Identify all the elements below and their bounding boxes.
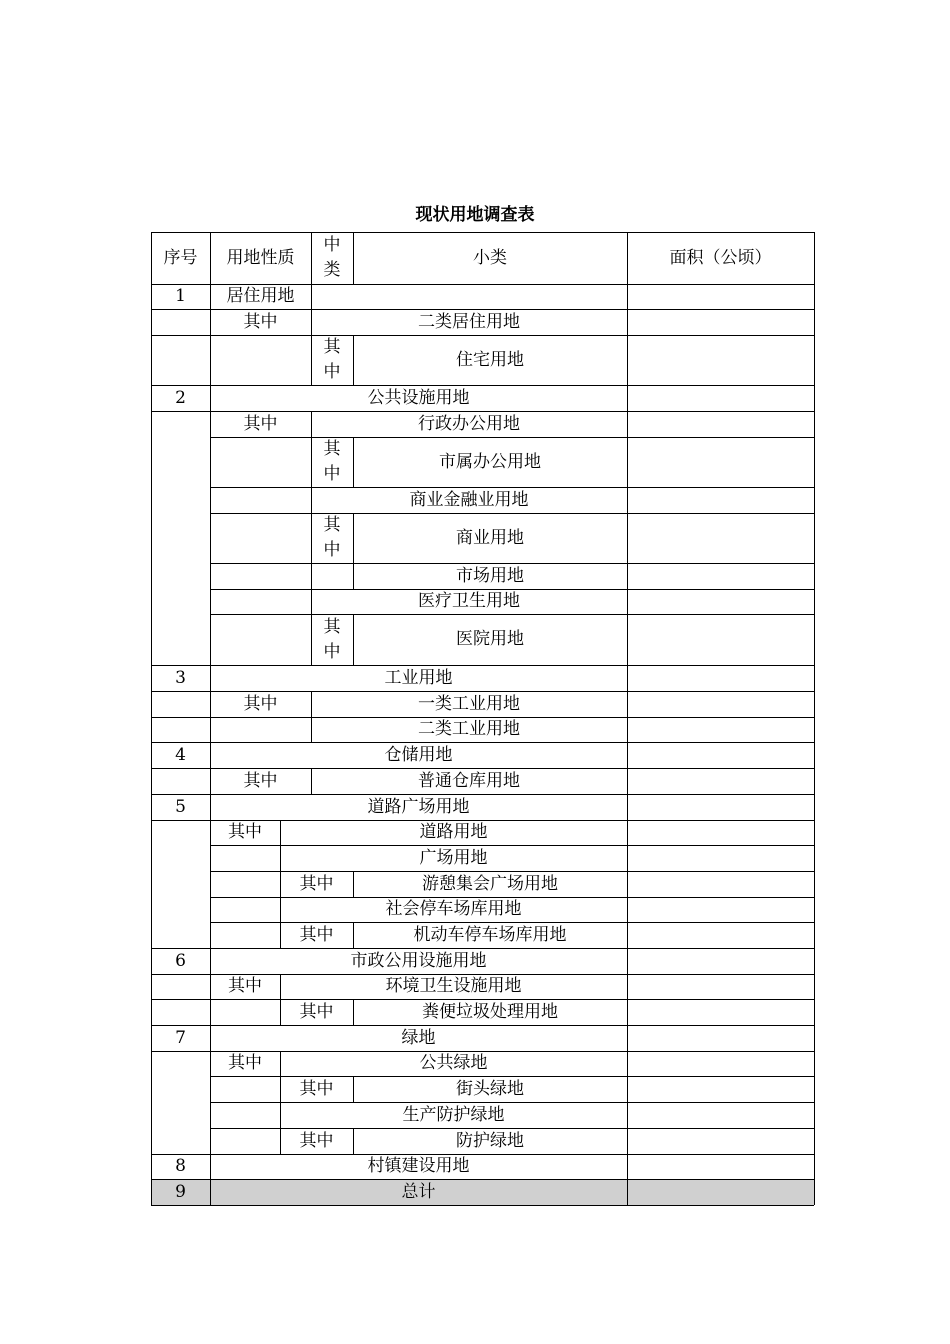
header-small-class: 小类 [473, 247, 507, 268]
table-rule [151, 1051, 814, 1052]
qizhong-label: 其中 [228, 822, 262, 842]
table-rule [151, 665, 814, 666]
table-rule [151, 411, 814, 412]
qizhong-label: 其 中 [323, 337, 341, 382]
total-label: 总计 [401, 1181, 436, 1202]
table-rule [210, 563, 814, 564]
table-rule [353, 232, 354, 284]
table-rule [151, 1179, 814, 1180]
table-rule [353, 335, 354, 385]
category-name: 市政公用设施用地 [350, 950, 487, 971]
table-rule [151, 768, 814, 769]
qizhong-label: 其中 [243, 413, 278, 434]
table-rule [353, 614, 354, 665]
category-name: 公共设施用地 [367, 387, 470, 408]
item-name: 市场用地 [456, 565, 524, 586]
table-rule [353, 513, 354, 589]
table-rule [280, 974, 281, 1025]
seq-cell: 2 [175, 387, 186, 408]
table-rule [151, 385, 814, 386]
table-rule [210, 232, 211, 1205]
table-rule [210, 717, 814, 718]
seq-cell: 4 [175, 744, 186, 765]
qizhong-label: 其中 [228, 976, 262, 996]
table-rule [353, 437, 354, 487]
header-land-nature: 用地性质 [226, 247, 295, 268]
table-rule [627, 232, 628, 1205]
table-rule [151, 232, 814, 233]
qizhong-label: 其 中 [323, 616, 341, 662]
table-rule [353, 922, 354, 948]
sub-category: 普通仓库用地 [418, 770, 520, 791]
item-name: 街头绿地 [456, 1078, 524, 1099]
table-rule [210, 871, 814, 872]
table-rule [210, 487, 814, 488]
table-rule [151, 742, 814, 743]
item-name: 粪便垃圾处理用地 [422, 1001, 558, 1022]
page-title: 现状用地调查表 [415, 205, 535, 225]
table-rule [210, 1128, 814, 1129]
sub-category: 医疗卫生用地 [418, 591, 520, 611]
table-rule [151, 717, 210, 718]
sub-category: 广场用地 [419, 847, 488, 868]
sub-category: 社会停车场库用地 [385, 899, 522, 919]
table-rule [210, 335, 814, 336]
table-rule [210, 1102, 814, 1103]
table-rule [311, 411, 312, 665]
table-rule [210, 589, 814, 590]
seq-cell: 8 [175, 1156, 186, 1176]
seq-cell: 5 [175, 796, 186, 817]
table-rule [151, 974, 814, 975]
sub-category: 一类工业用地 [418, 693, 520, 714]
item-name: 市属办公用地 [439, 451, 541, 472]
sub-category: 二类工业用地 [418, 719, 520, 739]
table-rule [151, 820, 814, 821]
qizhong-label: 其中 [228, 1053, 262, 1073]
table-rule [210, 922, 814, 923]
table-rule [151, 691, 814, 692]
qizhong-label: 其中 [299, 1130, 334, 1151]
item-name: 医院用地 [456, 629, 524, 649]
header-area: 面积（公顷） [669, 247, 772, 268]
seq-cell: 3 [175, 667, 186, 688]
header-seq: 序号 [163, 247, 198, 268]
seq-cell: 6 [175, 950, 186, 971]
table-rule [151, 309, 814, 310]
qizhong-label: 其中 [243, 693, 278, 714]
table-rule [210, 437, 814, 438]
table-rule [353, 1076, 354, 1102]
table-rule [311, 284, 312, 385]
table-rule [151, 1025, 814, 1026]
category-name: 仓储用地 [384, 744, 453, 765]
seq-cell: 7 [175, 1027, 186, 1048]
table-rule [311, 691, 312, 742]
table-rule [151, 999, 210, 1000]
item-name: 机动车停车场库用地 [413, 924, 567, 945]
table-rule [353, 999, 354, 1025]
qizhong-label: 其 中 [323, 515, 341, 560]
land-use-survey-table [151, 232, 814, 1205]
table-rule [210, 513, 814, 514]
category-name: 居住用地 [226, 286, 295, 306]
item-name: 商业用地 [456, 527, 524, 548]
table-rule [814, 232, 815, 1205]
table-rule [151, 794, 814, 795]
sub-category: 公共绿地 [419, 1053, 488, 1073]
sub-category: 道路用地 [419, 822, 488, 842]
qizhong-label: 其中 [299, 924, 334, 945]
table-rule [210, 614, 814, 615]
category-name: 绿地 [401, 1027, 436, 1048]
table-rule [151, 335, 210, 336]
table-rule [210, 897, 814, 898]
item-name: 住宅用地 [456, 349, 524, 370]
table-rule [151, 284, 814, 285]
table-rule [210, 1076, 814, 1077]
table-rule [280, 820, 281, 948]
table-rule [151, 1154, 814, 1155]
table-rule [353, 871, 354, 897]
table-rule [210, 999, 814, 1000]
sub-category: 商业金融业用地 [409, 489, 529, 510]
table-rule [210, 845, 814, 846]
qizhong-label: 其中 [243, 311, 278, 332]
seq-cell: 1 [175, 286, 186, 306]
table-rule [280, 1051, 281, 1154]
sub-category: 行政办公用地 [418, 413, 520, 434]
table-rule [151, 948, 814, 949]
qizhong-label: 其 中 [323, 439, 341, 484]
item-name: 游憩集会广场用地 [422, 873, 558, 894]
qizhong-label: 其中 [243, 770, 278, 791]
qizhong-label: 其中 [299, 873, 334, 894]
sub-category: 生产防护绿地 [402, 1104, 505, 1125]
category-name: 工业用地 [384, 667, 453, 688]
table-rule [151, 232, 152, 1205]
sub-category: 环境卫生设施用地 [385, 976, 522, 996]
item-name: 防护绿地 [456, 1130, 524, 1151]
sub-category: 二类居住用地 [418, 311, 520, 332]
category-name: 村镇建设用地 [367, 1156, 470, 1176]
table-rule [311, 232, 312, 284]
qizhong-label: 其中 [299, 1001, 334, 1022]
qizhong-label: 其中 [299, 1078, 334, 1099]
seq-cell: 9 [175, 1181, 186, 1202]
table-rule [151, 1205, 814, 1206]
table-rule [311, 768, 312, 794]
table-rule [353, 1128, 354, 1154]
header-medium-class: 中 类 [323, 235, 341, 280]
category-name: 道路广场用地 [367, 796, 470, 817]
